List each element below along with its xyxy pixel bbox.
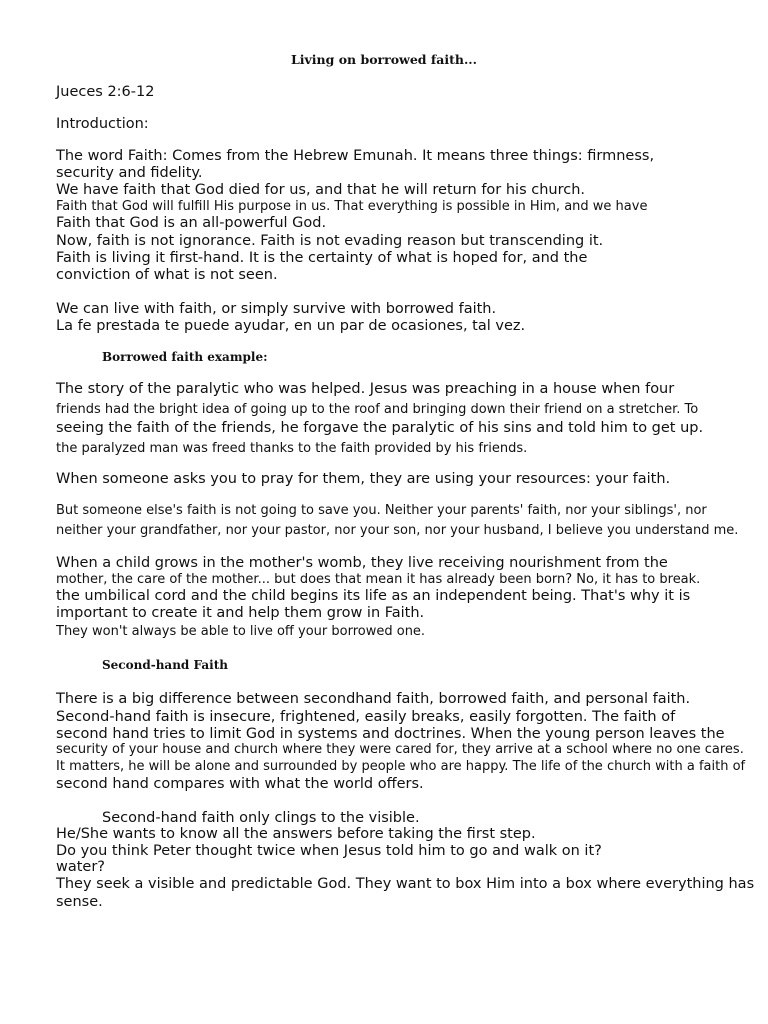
section-heading-secondhand: Second-hand Faith [102, 658, 228, 672]
child-line: mother, the care of the mother... but does that mean it has already been born? No, it has to break. [56, 572, 701, 587]
paralytic-line: seeing the faith of the friends, he forgave the paralytic of his sins and told him to get up. [56, 420, 704, 436]
intro-line: Faith that God is an all-powerful God. [56, 215, 327, 231]
save-line: neither your grandfather, nor your pastor, nor your son, nor your husband, I believe you understand me. [56, 523, 739, 538]
intro-line: Faith is living it first-hand. It is the certainty of what is hoped for, and the [56, 250, 588, 266]
visible-line: water? [56, 859, 106, 875]
child-line: important to create it and help them grow in Faith. [56, 605, 425, 621]
pray-line: When someone asks you to pray for them, they are using your resources: your faith. [56, 471, 671, 487]
scripture-reference: Jueces 2:6-12 [56, 84, 155, 100]
intro-line: The word Faith: Comes from the Hebrew Emunah. It means three things: firmness, [56, 148, 655, 164]
document-title: Living on borrowed faith... [290, 52, 478, 67]
paralytic-line: friends had the bright idea of going up to the roof and bringing down their friend on a stretcher. To [56, 402, 699, 417]
save-line: But someone else's faith is not going to save you. Neither your parents' faith, nor your siblings', nor [56, 503, 707, 518]
survive-line: We can live with faith, or simply survive with borrowed faith. [56, 301, 497, 317]
intro-line: conviction of what is not seen. [56, 267, 278, 283]
difference-line: second hand compares with what the world offers. [56, 776, 424, 792]
intro-label: Introduction: [56, 116, 149, 132]
difference-line: security of your house and church where they were cared for, they arrive at a school where no one cares. [56, 742, 744, 757]
child-line: When a child grows in the mother's womb, they live receiving nourishment from the [56, 555, 668, 571]
paralytic-line: the paralyzed man was freed thanks to the faith provided by his friends. [56, 441, 528, 456]
intro-line: security and fidelity. [56, 165, 203, 181]
difference-line: It matters, he will be alone and surrounded by people who are happy. The life of the church with a faith of [56, 759, 746, 774]
difference-line: second hand tries to limit God in systems and doctrines. When the young person leaves the [56, 726, 725, 742]
visible-line: He/She wants to know all the answers before taking the first step. [56, 826, 536, 842]
intro-line: Now, faith is not ignorance. Faith is not evading reason but transcending it. [56, 233, 604, 249]
intro-line: We have faith that God died for us, and that he will return for his church. [56, 182, 586, 198]
visible-line: They seek a visible and predictable God. They want to box Him into a box where everything has [56, 876, 755, 892]
difference-line: There is a big difference between secondhand faith, borrowed faith, and personal faith. [56, 691, 691, 707]
child-line: They won't always be able to live off your borrowed one. [56, 624, 426, 639]
difference-line: Second-hand faith is insecure, frightened, easily breaks, easily forgotten. The faith of [56, 709, 676, 725]
paralytic-line: The story of the paralytic who was helped. Jesus was preaching in a house when four [56, 381, 675, 397]
section-heading-borrowed: Borrowed faith example: [102, 350, 268, 364]
visible-line: sense. [56, 894, 103, 910]
survive-line: La fe prestada te puede ayudar, en un par de ocasiones, tal vez. [56, 318, 526, 334]
visible-line: Do you think Peter thought twice when Jesus told him to go and walk on it? [56, 843, 602, 859]
child-line: the umbilical cord and the child begins its life as an independent being. That's why it is [56, 588, 691, 604]
intro-line: Faith that God will fulfill His purpose in us. That everything is possible in Him, and we have [56, 199, 648, 214]
visible-line: Second-hand faith only clings to the visible. [102, 810, 420, 826]
